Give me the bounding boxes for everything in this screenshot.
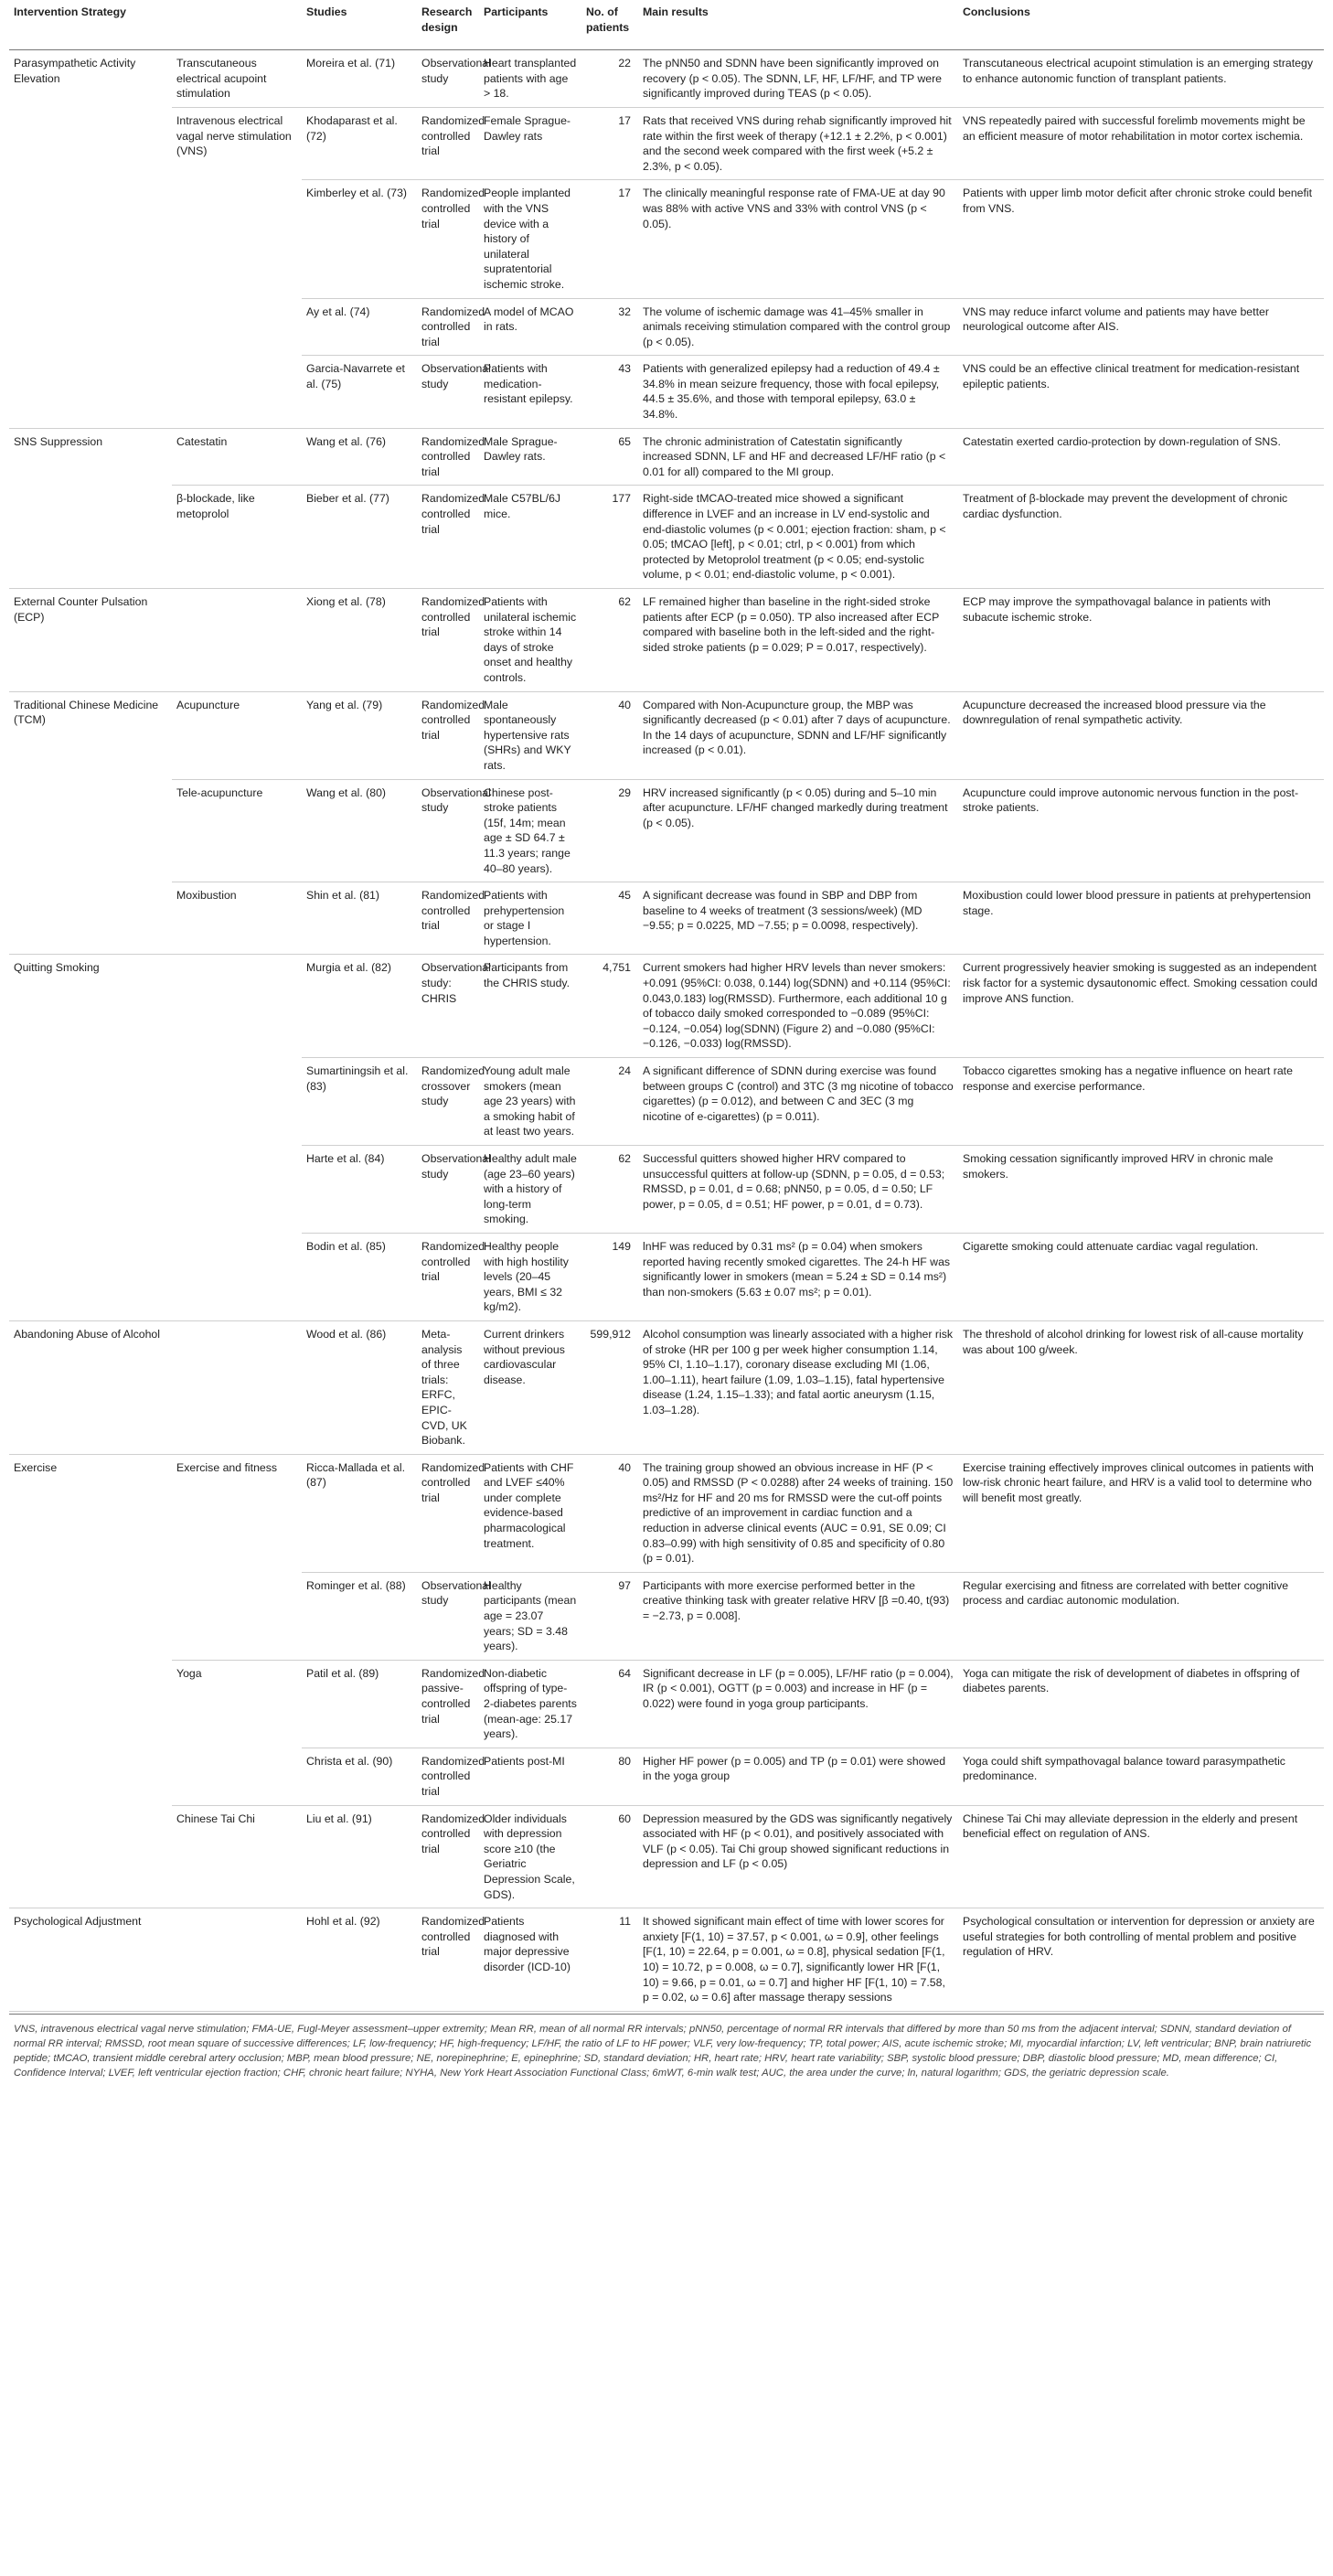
cell-participants: Non-diabetic offspring of type-2-diabetes parents (mean-age: 25.17 years). <box>479 1660 581 1748</box>
cell-studies: Rominger et al. (88) <box>302 1572 417 1660</box>
cell-conclusions: Patients with upper limb motor deficit after chronic stroke could benefit from VNS. <box>958 180 1324 298</box>
cell-participants: Male Sprague-Dawley rats. <box>479 428 581 486</box>
cell-n: 64 <box>581 1660 638 1748</box>
cell-strategy: External Counter Pulsation (ECP) <box>9 589 172 692</box>
cell-design: Observational study <box>417 50 479 108</box>
table-body <box>9 50 1324 2012</box>
cell-conclusions: Catestatin exerted cardio-protection by down-regulation of SNS. <box>958 428 1324 486</box>
cell-design: Randomized controlled trial <box>417 882 479 955</box>
cell-results: Rats that received VNS during rehab significantly improved hit rate within the first week of therapy (+12.1 ± 2.2%, p < 0.001) and the second week compared with the first week (+5.2 ± 2.3%, p < 0.05). <box>638 107 958 179</box>
cell-conclusions: Transcutaneous electrical acupoint stimulation is an emerging strategy to enhance autonomic function of transplant patients. <box>958 50 1324 108</box>
cell-conclusions: Smoking cessation significantly improved HRV in chronic male smokers. <box>958 1146 1324 1234</box>
cell-studies: Bieber et al. (77) <box>302 486 417 589</box>
table-footnote: VNS, intravenous electrical vagal nerve stimulation; FMA-UE, Fugl-Meyer assessment–upper extremity; Mean RR, mean of all normal RR intervals; pNN50, percentage of normal RR intervals that differed by more than 50 ms from the adjacent interval; SDNN, standard deviation of normal RR interval; RMSSD, root mean square of successive differences; LF, low-frequency; HF, high-frequency; LF/HF, the ratio of LF to HF power; VLF, very low-frequency; TP, total power; AIS, acute ischemic stroke; MI, myocardial infarction; LV, left ventricular; BNP, brain natriuretic peptide; tMCAO, transient middle cerebral artery occlusion; MBP, mean blood pressure; NE, norepinephrine; E, epinephrine; SD, standard deviation; HR, heart rate; HRV, heart rate variability; SBP, systolic blood pressure; DBP, diastolic blood pressure; MD, mean difference; CI, Confidence Interval; LVEF, left ventricular ejection fraction; CHF, chronic heart failure; NYHA, New York Heart Association Functional Class; 6mWT, 6-min walk test; AUC, the area under the curve; ln, natural logarithm; GDS, the geriatric depression scale. <box>9 2014 1324 2080</box>
cell-participants: Heart transplanted patients with age > 18. <box>479 50 581 108</box>
cell-conclusions: The threshold of alcohol drinking for lowest risk of all-cause mortality was about 100 g/week. <box>958 1320 1324 1454</box>
cell-studies: Murgia et al. (82) <box>302 955 417 1058</box>
cell-design: Randomized controlled trial <box>417 107 479 179</box>
cell-results: A significant decrease was found in SBP and DBP from baseline to 4 weeks of treatment (3 sessions/week) (MD −9.55; p = 0.0225, MD −7.55; p = 0.0098, respectively). <box>638 882 958 955</box>
header-row <box>9 0 1324 50</box>
cell-conclusions: Cigarette smoking could attenuate cardiac vagal regulation. <box>958 1233 1324 1320</box>
cell-design: Randomized controlled trial <box>417 691 479 779</box>
cell-design: Observational study <box>417 1146 479 1234</box>
cell-strategy: Abandoning Abuse of Alcohol <box>9 1320 172 1454</box>
cell-studies: Garcia-Navarrete et al. (75) <box>302 356 417 428</box>
cell-design: Meta-analysis of three trials: ERFC, EPIC-CVD, UK Biobank. <box>417 1320 479 1454</box>
cell-strategy: SNS Suppression <box>14 434 103 448</box>
cell-results: Significant decrease in LF (p = 0.005), LF/HF ratio (p = 0.004), IR (p < 0.001), OGTT (p = 0.003) and increase in HF (p = 0.022) were found in yoga group participants. <box>638 1660 958 1748</box>
cell-results: lnHF was reduced by 0.31 ms² (p = 0.04) when smokers reported having recently smoked cigarettes. The 24-h HF was significantly lower in smokers (mean = 5.24 ± SD = 0.14 ms²) than non-smokers (5.63 ± 0.07 ms²; p = 0.01). <box>638 1233 958 1320</box>
table-row <box>9 356 1324 428</box>
table-row <box>9 107 1324 179</box>
cell-strategy <box>9 298 172 356</box>
cell-strategy <box>9 356 172 428</box>
cell-strategy <box>9 1058 172 1146</box>
cell-design: Randomized crossover study <box>417 1058 479 1146</box>
cell-n: 60 <box>581 1805 638 1908</box>
cell-n: 40 <box>581 691 638 779</box>
cell-results: The chronic administration of Catestatin significantly increased SDNN, LF and HF and decreased LF/HF ratio (p < 0.01 for all) compared to the MI group. <box>638 428 958 486</box>
table-row <box>9 1908 1324 2012</box>
cell-sub <box>172 356 302 428</box>
cell-studies: Hohl et al. (92) <box>302 1908 417 2012</box>
cell-participants: Current drinkers without previous cardiovascular disease. <box>479 1320 581 1454</box>
cell-participants: Participants from the CHRIS study. <box>479 955 581 1058</box>
cell-n: 62 <box>581 1146 638 1234</box>
table-row <box>9 691 1324 779</box>
cell-strategy <box>9 180 172 298</box>
header-results: Main results <box>638 0 958 50</box>
cell-sub: Chinese Tai Chi <box>172 1805 302 1908</box>
cell-n: 97 <box>581 1572 638 1660</box>
cell-strategy: Quitting Smoking <box>14 961 100 975</box>
cell-studies: Kimberley et al. (73) <box>302 180 417 298</box>
cell-participants: People implanted with the VNS device with a history of unilateral supratentorial ischemic stroke. <box>479 180 581 298</box>
cell-conclusions: ECP may improve the sympathovagal balance in patients with subacute ischemic stroke. <box>958 589 1324 692</box>
cell-participants: Young adult male smokers (mean age 23 years) with a smoking habit of at least two years. <box>479 1058 581 1146</box>
cell-studies: Ay et al. (74) <box>302 298 417 356</box>
cell-strategy <box>9 1572 172 1660</box>
cell-participants: Older individuals with depression score ≥10 (the Geriatric Depression Scale, GDS). <box>479 1805 581 1908</box>
cell-n: 11 <box>581 1908 638 2012</box>
cell-design: Randomized controlled trial <box>417 486 479 589</box>
cell-studies: Moreira et al. (71) <box>302 50 417 108</box>
cell-design: Observational study: CHRIS <box>417 955 479 1058</box>
cell-conclusions: Treatment of β-blockade may prevent the development of chronic cardiac dysfunction. <box>958 486 1324 589</box>
cell-results: Higher HF power (p = 0.005) and TP (p = 0.01) were showed in the yoga group <box>638 1748 958 1805</box>
cell-design: Randomized controlled trial <box>417 1908 479 2012</box>
table-row <box>9 1454 1324 1572</box>
cell-studies: Harte et al. (84) <box>302 1146 417 1234</box>
cell-participants: Healthy people with high hostility levels (20–45 years, BMI ≤ 32 kg/m2). <box>479 1233 581 1320</box>
cell-results: The training group showed an obvious increase in HF (P < 0.05) and RMSSD (P < 0.0288) after 24 weeks of training. 150 ms²/Hz for HF and 20 ms for RMSSD were the cut-off points predictive of an improvement in cardiac function and a reduction in adverse clinical events (AUC = 0.91, SE 0.09; CI 0.83–0.99) with high sensitivity of 0.85 and specificity of 0.80 (p = 0.01). <box>638 1454 958 1572</box>
cell-sub: Intravenous electrical vagal nerve stimulation (VNS) <box>176 113 292 158</box>
cell-conclusions: Acupuncture decreased the increased blood pressure via the downregulation of renal sympathetic activity. <box>958 691 1324 779</box>
cell-participants: Patients with medication-resistant epilepsy. <box>479 356 581 428</box>
cell-studies: Xiong et al. (78) <box>302 589 417 692</box>
header-design: Research design <box>417 0 479 50</box>
cell-results: The clinically meaningful response rate of FMA-UE at day 90 was 88% with active VNS and 33% with control VNS (p < 0.05). <box>638 180 958 298</box>
cell-strategy <box>9 1748 172 1805</box>
table-row <box>9 1233 1324 1320</box>
cell-n: 599,912 <box>581 1320 638 1454</box>
cell-studies: Wood et al. (86) <box>302 1320 417 1454</box>
cell-participants: Healthy participants (mean age = 23.07 years; SD = 3.48 years). <box>479 1572 581 1660</box>
cell-design: Randomized controlled trial <box>417 589 479 692</box>
cell-results: It showed significant main effect of time with lower scores for anxiety [F(1, 10) = 37.57, p < 0.001, ω = 0.9], other feelings [F(1, 10) = 22.64, p = 0.001, ω = 0.8], physical sedation [F(1, 10) = 10.72, p = 0.008, ω = 0.7], significantly lower HR [F(1, 10) = 9.66, p = 0.01, ω = 0.7] and higher HF [F(1, 10) = 7.58, p = 0.02, ω = 0.6] after massage therapy sessions <box>638 1908 958 2012</box>
cell-conclusions: Moxibustion could lower blood pressure in patients at prehypertension stage. <box>958 882 1324 955</box>
cell-results: Compared with Non-Acupuncture group, the MBP was significantly decreased (p < 0.01) after 7 days of acupuncture. In the 14 days of acupuncture, SDNN and LF/HF significantly increased (p < 0.01). <box>638 691 958 779</box>
table-row <box>9 298 1324 356</box>
cell-studies: Wang et al. (76) <box>302 428 417 486</box>
cell-design: Randomized passive-controlled trial <box>417 1660 479 1748</box>
cell-sub: Yoga <box>176 1666 202 1680</box>
cell-strategy: Exercise <box>14 1460 58 1474</box>
cell-strategy: Traditional Chinese Medicine (TCM) <box>14 698 159 727</box>
cell-studies: Liu et al. (91) <box>302 1805 417 1908</box>
cell-n: 149 <box>581 1233 638 1320</box>
cell-studies: Ricca-Mallada et al. (87) <box>302 1454 417 1572</box>
cell-sub: β-blockade, like metoprolol <box>172 486 302 589</box>
cell-results: A significant difference of SDNN during exercise was found between groups C (control) and 3TC (3 mg nicotine of tobacco cigarettes) (p = 0.012), and between C and 3EC (3 mg nicotine of e-cigarettes) (p = 0.011). <box>638 1058 958 1146</box>
cell-strategy <box>9 1805 172 1908</box>
table-row <box>9 486 1324 589</box>
cell-design: Randomized controlled trial <box>417 1748 479 1805</box>
cell-strategy <box>9 107 172 179</box>
table-row <box>9 1572 1324 1660</box>
cell-design: Randomized controlled trial <box>417 1233 479 1320</box>
cell-results: Depression measured by the GDS was significantly negatively associated with HF (p < 0.01), and positively associated with VLF (p < 0.05). Tai Chi group showed significant reductions in depression and LF (p < 0.05) <box>638 1805 958 1908</box>
cell-studies: Bodin et al. (85) <box>302 1233 417 1320</box>
table-row <box>9 1748 1324 1805</box>
cell-studies: Khodaparast et al. (72) <box>302 107 417 179</box>
cell-studies: Wang et al. (80) <box>302 779 417 882</box>
cell-n: 40 <box>581 1454 638 1572</box>
cell-n: 177 <box>581 486 638 589</box>
cell-strategy <box>9 1660 172 1748</box>
cell-strategy <box>9 882 172 955</box>
cell-design: Randomized controlled trial <box>417 1805 479 1908</box>
cell-studies: Christa et al. (90) <box>302 1748 417 1805</box>
cell-results: LF remained higher than baseline in the right-sided stroke patients after ECP (p = 0.050). TP also increased after ECP compared with baseline both in the left-sided and the right-sided stroke patients (p = 0.029; P = 0.017, respectively). <box>638 589 958 692</box>
cell-conclusions: VNS may reduce infarct volume and patients may have better neurological outcome after AIS. <box>958 298 1324 356</box>
cell-results: Successful quitters showed higher HRV compared to unsuccessful quitters at follow-up (SDNN, p = 0.05, d = 0.53; RMSSD, p = 0.01, d = 0.68; pNN50, p = 0.05, d = 0.50; LF power, p = 0.05, d = 0.51; HF power, p = 0.01, d = 0.73). <box>638 1146 958 1234</box>
cell-studies: Patil et al. (89) <box>302 1660 417 1748</box>
cell-conclusions: Exercise training effectively improves clinical outcomes in patients with low-risk chronic heart failure, and HRV is a valid tool to determine who will benefit most greatly. <box>958 1454 1324 1572</box>
cell-strategy <box>9 1146 172 1234</box>
header-n: No. of patients <box>581 0 638 50</box>
header-participants: Participants <box>479 0 581 50</box>
cell-sub <box>172 1146 302 1234</box>
cell-sub <box>172 955 302 1058</box>
table-row <box>9 882 1324 955</box>
cell-conclusions: Psychological consultation or intervention for depression or anxiety are useful strategies for both controlling of mental problem and positive regulation of HRV. <box>958 1908 1324 2012</box>
cell-participants: Patients diagnosed with major depressive disorder (ICD-10) <box>479 1908 581 2012</box>
cell-strategy <box>9 779 172 882</box>
cell-participants: A model of MCAO in rats. <box>479 298 581 356</box>
cell-participants: Chinese post-stroke patients (15f, 14m; mean age ± SD 64.7 ± 11.3 years; range 40–80 years). <box>479 779 581 882</box>
cell-design: Observational study <box>417 1572 479 1660</box>
header-sub <box>172 0 302 50</box>
cell-sub <box>172 1320 302 1454</box>
cell-participants: Female Sprague-Dawley rats <box>479 107 581 179</box>
cell-participants: Patients with prehypertension or stage I hypertension. <box>479 882 581 955</box>
table-row <box>9 589 1324 692</box>
cell-studies: Shin et al. (81) <box>302 882 417 955</box>
cell-strategy: Parasympathetic Activity Elevation <box>14 57 136 85</box>
cell-n: 29 <box>581 779 638 882</box>
table-row <box>9 180 1324 298</box>
cell-conclusions: Current progressively heavier smoking is suggested as an independent risk factor for a systemic dysautonomic effect. Smoking cessation could improve ANS function. <box>958 955 1324 1058</box>
cell-sub: Moxibustion <box>172 882 302 955</box>
table-row <box>9 1058 1324 1146</box>
table-row <box>9 1805 1324 1908</box>
cell-n: 24 <box>581 1058 638 1146</box>
cell-sub <box>172 1572 302 1660</box>
table-row <box>9 50 1324 108</box>
cell-sub <box>172 1058 302 1146</box>
cell-sub <box>172 180 302 298</box>
header-conclusions: Conclusions <box>958 0 1324 50</box>
cell-n: 65 <box>581 428 638 486</box>
cell-n: 17 <box>581 180 638 298</box>
cell-strategy <box>9 486 172 589</box>
cell-sub: Acupuncture <box>172 691 302 779</box>
cell-n: 45 <box>581 882 638 955</box>
cell-results: Current smokers had higher HRV levels than never smokers: +0.091 (95%CI: 0.038, 0.144) log(SDNN) and +0.114 (95%CI: 0.043,0.183) log(RMSSD). Furthermore, each additional 10 g of tobacco daily smoked corresponded to −0.089 (95%CI: −0.124, −0.054) log(SDNN) (Figure 2) and −0.080 (95%CI: −0.126, −0.033) log(RMSSD). <box>638 955 958 1058</box>
cell-design: Observational study <box>417 779 479 882</box>
cell-sub: Transcutaneous electrical acupoint stimulation <box>172 50 302 108</box>
table-row <box>9 1146 1324 1234</box>
cell-participants: Healthy adult male (age 23–60 years) with a history of long-term smoking. <box>479 1146 581 1234</box>
cell-conclusions: Chinese Tai Chi may alleviate depression in the elderly and present beneficial effect on regulation of ANS. <box>958 1805 1324 1908</box>
cell-conclusions: VNS could be an effective clinical treatment for medication-resistant epileptic patients. <box>958 356 1324 428</box>
cell-conclusions: Yoga could shift sympathovagal balance toward parasympathetic predominance. <box>958 1748 1324 1805</box>
header-studies: Studies <box>302 0 417 50</box>
cell-sub <box>172 298 302 356</box>
cell-n: 43 <box>581 356 638 428</box>
table-container <box>9 0 1324 2080</box>
cell-participants: Patients with unilateral ischemic stroke within 14 days of stroke onset and healthy controls. <box>479 589 581 692</box>
cell-design: Randomized controlled trial <box>417 180 479 298</box>
table-row <box>9 779 1324 882</box>
cell-conclusions: Yoga can mitigate the risk of development of diabetes in offspring of diabetes parents. <box>958 1660 1324 1748</box>
cell-studies: Sumartiningsih et al. (83) <box>302 1058 417 1146</box>
cell-design: Randomized controlled trial <box>417 1454 479 1572</box>
cell-sub <box>172 1748 302 1805</box>
cell-results: Patients with generalized epilepsy had a reduction of 49.4 ± 34.8% in mean seizure frequency, those with focal epilepsy, 44.5 ± 35.6%, and those with temporal epilepsy, 63.0 ± 34.8%. <box>638 356 958 428</box>
cell-conclusions: Regular exercising and fitness are correlated with better cognitive process and cardiac autonomic modulation. <box>958 1572 1324 1660</box>
table-row <box>9 428 1324 486</box>
header-strategy: Intervention Strategy <box>9 0 172 50</box>
cell-results: The volume of ischemic damage was 41–45% smaller in animals receiving stimulation compared with the control group (p < 0.05). <box>638 298 958 356</box>
cell-results: Alcohol consumption was linearly associated with a higher risk of stroke (HR per 100 g per week higher consumption 1.14, 95% CI, 1.10–1.17), coronary disease excluding MI (1.06, 1.00–1.11), heart failure (1.09, 1.03–1.15), fatal hypertensive disease (1.24, 1.15–1.33); and fatal aortic aneurysm (1.15, 1.03–1.28). <box>638 1320 958 1454</box>
cell-n: 22 <box>581 50 638 108</box>
cell-n: 17 <box>581 107 638 179</box>
cell-n: 4,751 <box>581 955 638 1058</box>
table-row <box>9 1320 1324 1454</box>
cell-design: Randomized controlled trial <box>417 298 479 356</box>
cell-sub: Tele-acupuncture <box>172 779 302 882</box>
table-row <box>9 1660 1324 1748</box>
cell-participants: Male C57BL/6J mice. <box>479 486 581 589</box>
cell-design: Randomized controlled trial <box>417 428 479 486</box>
cell-n: 62 <box>581 589 638 692</box>
cell-results: Participants with more exercise performed better in the creative thinking task with greater relative HRV [β =0.40, t(93) = −2.73, p = 0.008]. <box>638 1572 958 1660</box>
cell-conclusions: Acupuncture could improve autonomic nervous function in the post-stroke patients. <box>958 779 1324 882</box>
cell-conclusions: Tobacco cigarettes smoking has a negative influence on heart rate response and exercise performance. <box>958 1058 1324 1146</box>
cell-strategy <box>9 1233 172 1320</box>
cell-results: The pNN50 and SDNN have been significantly improved on recovery (p < 0.05). The SDNN, LF, HF, LF/HF, and TP were significantly improved during TEAS (p < 0.05). <box>638 50 958 108</box>
cell-sub: Exercise and fitness <box>176 1460 278 1474</box>
cell-n: 80 <box>581 1748 638 1805</box>
cell-sub <box>172 1908 302 2012</box>
cell-conclusions: VNS repeatedly paired with successful forelimb movements might be an efficient measure of motor rehabilitation in motor cortex ischemia. <box>958 107 1324 179</box>
cell-participants: Patients with CHF and LVEF ≤40% under complete evidence-based pharmacological treatment. <box>479 1454 581 1572</box>
cell-strategy: Psychological Adjustment <box>9 1908 172 2012</box>
cell-results: HRV increased significantly (p < 0.05) during and 5–10 min after acupuncture. LF/HF changed markedly during treatment (p < 0.05). <box>638 779 958 882</box>
interventions-table <box>9 0 1324 2012</box>
cell-sub <box>172 1233 302 1320</box>
table-row <box>9 955 1324 1058</box>
cell-participants: Patients post-MI <box>479 1748 581 1805</box>
cell-results: Right-side tMCAO-treated mice showed a significant difference in LVEF and an increase in LV end-systolic and end-diastolic volumes (p < 0.001; ejection fraction: sham, p < 0.05; tMCAO [left], p < 0.01; ctrl, p < 0.001) from which protected by Metoprolol treatment (p < 0.05; end-systolic volume, p < 0.01; end-diastolic volume, p < 0.001). <box>638 486 958 589</box>
cell-sub <box>172 589 302 692</box>
cell-sub: Catestatin <box>172 428 302 486</box>
cell-design: Observational study <box>417 356 479 428</box>
cell-n: 32 <box>581 298 638 356</box>
cell-studies: Yang et al. (79) <box>302 691 417 779</box>
cell-participants: Male spontaneously hypertensive rats (SHRs) and WKY rats. <box>479 691 581 779</box>
